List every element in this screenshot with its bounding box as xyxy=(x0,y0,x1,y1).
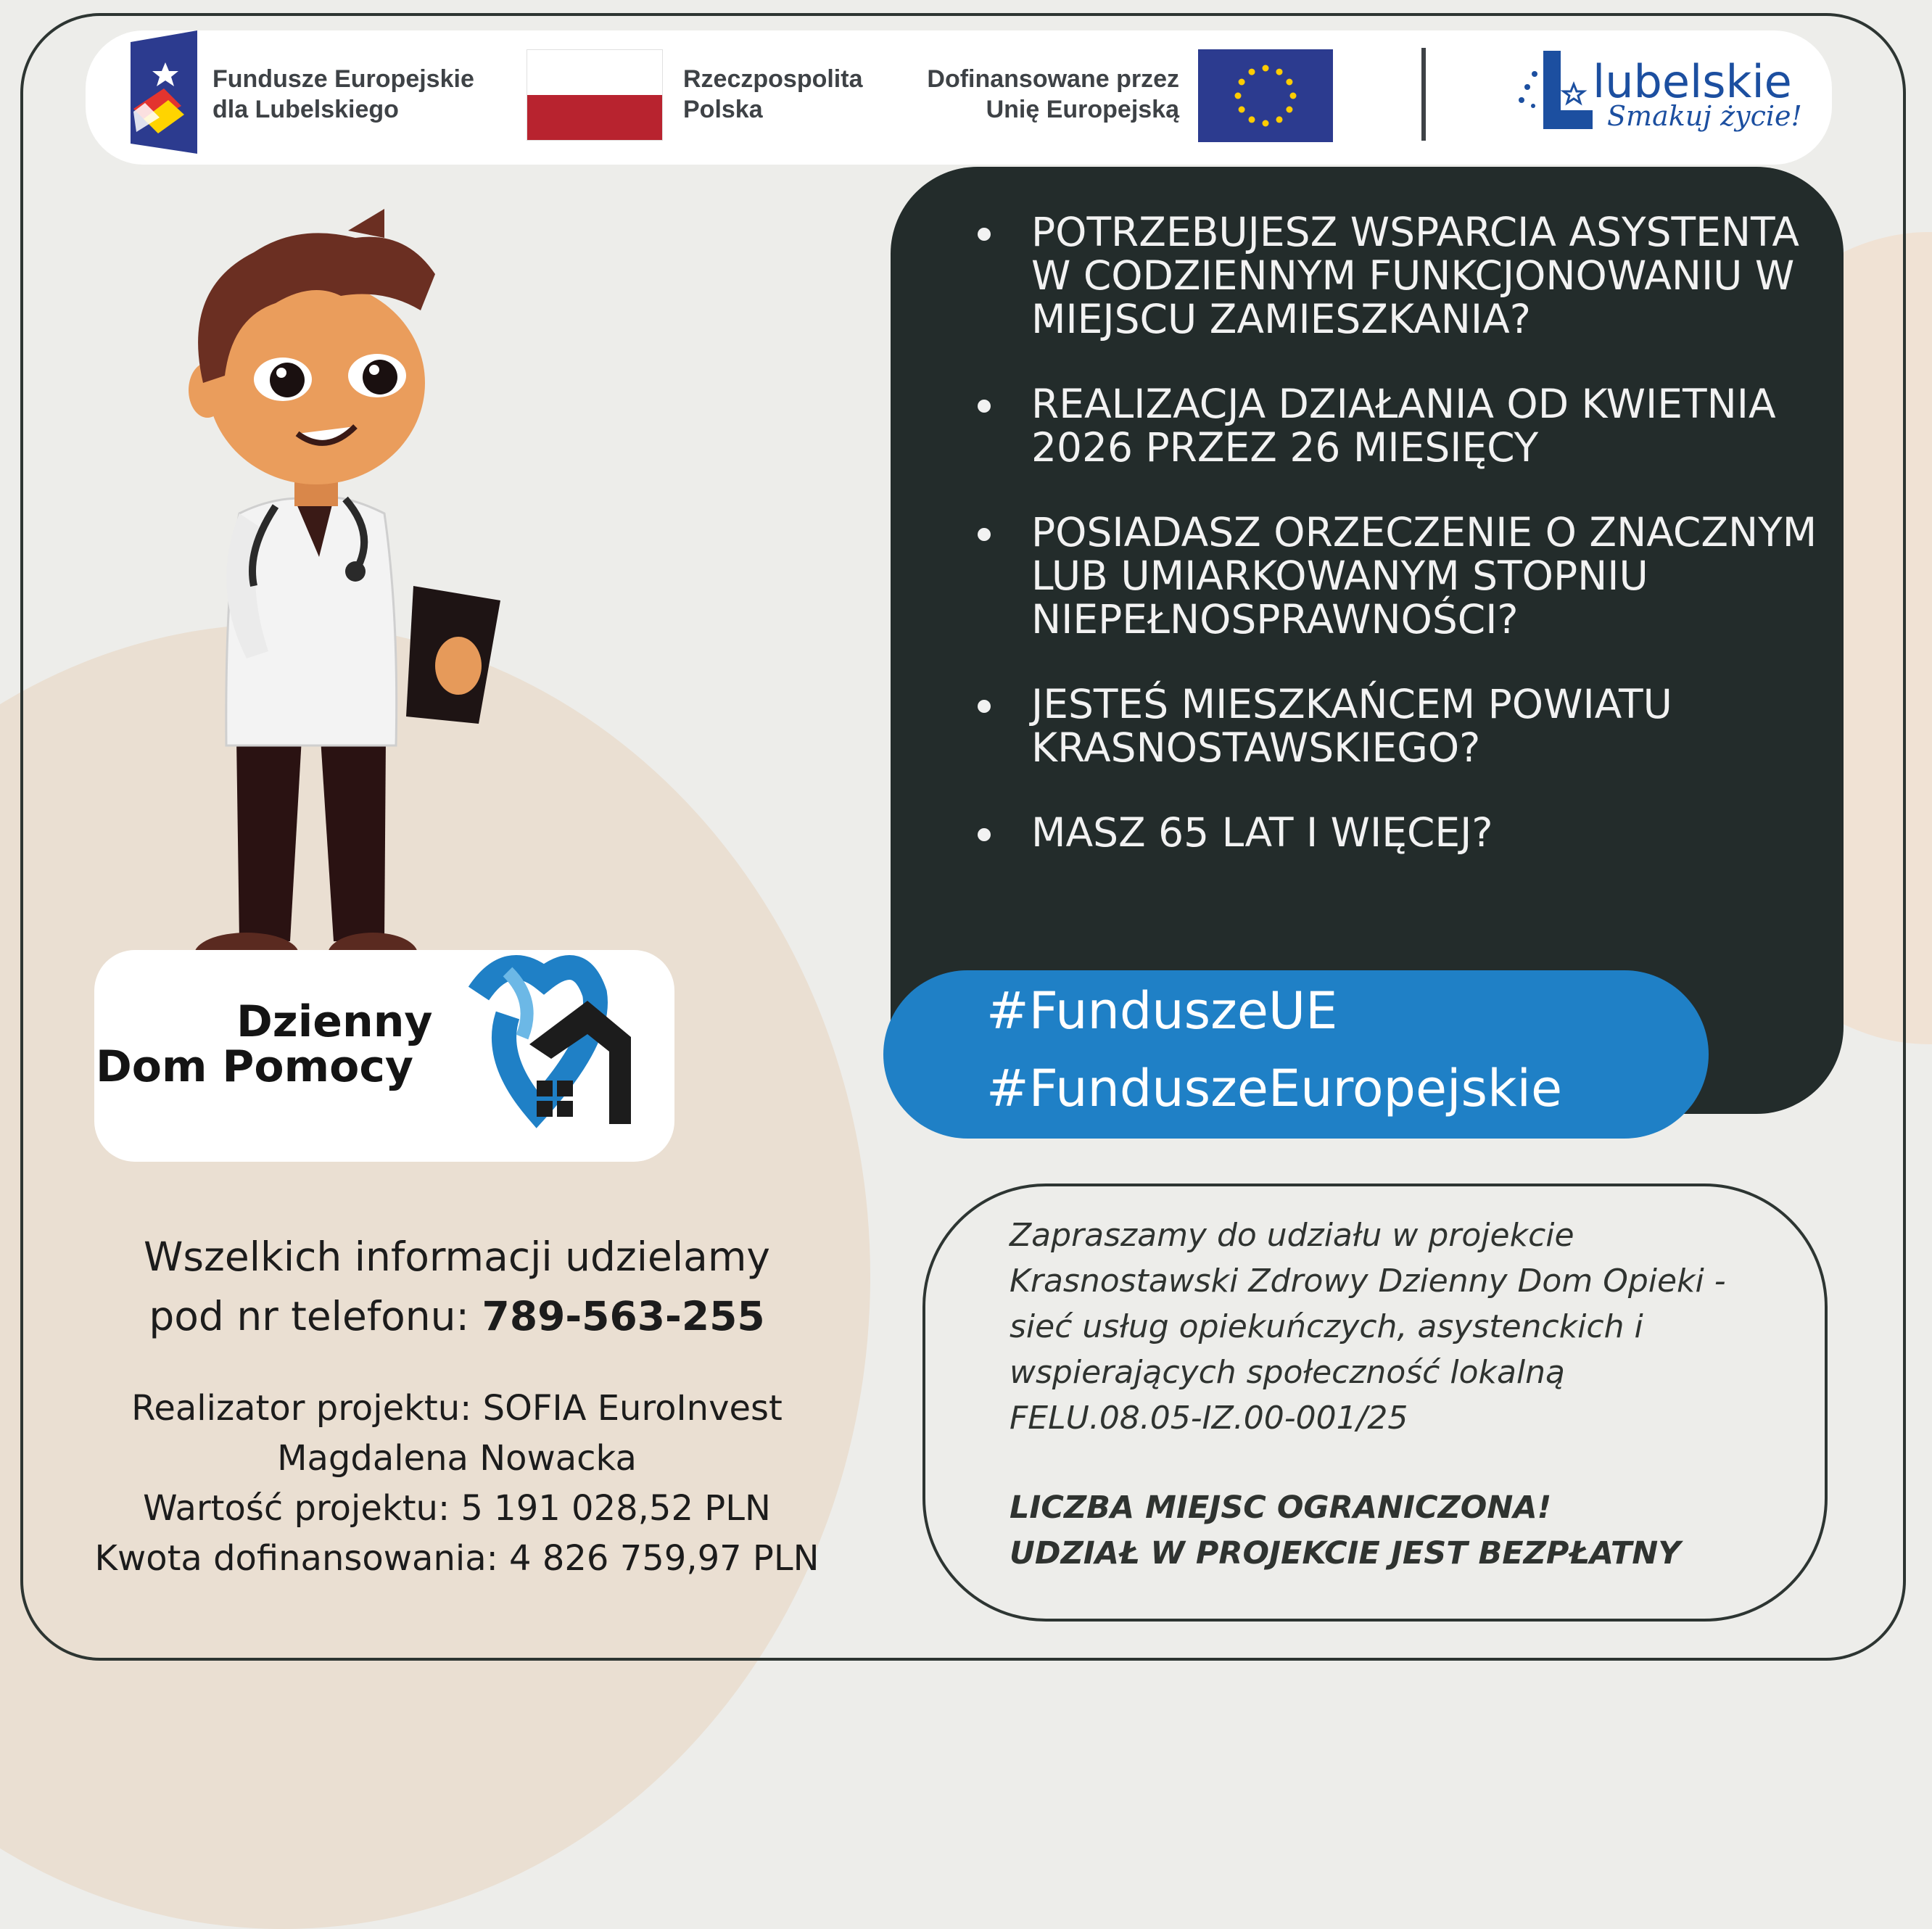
project-realizator: Realizator projektu: SOFIA EuroInvest xyxy=(131,1388,783,1429)
eligibility-list xyxy=(978,210,1826,896)
eligibility-item: MASZ 65 LAT I WIĘCEJ? xyxy=(978,811,1826,854)
doctor-illustration xyxy=(167,209,515,992)
lubelskie-name: lubelskie xyxy=(1593,55,1792,108)
polish-flag-icon xyxy=(527,49,663,141)
eu-star-icon xyxy=(1235,93,1242,99)
dofinansowane-text: Dofinansowane przez Unię Europejską xyxy=(927,65,1179,123)
eu-star-icon xyxy=(1276,69,1283,75)
logo-divider xyxy=(1421,48,1426,141)
contact-info xyxy=(58,1227,856,1346)
fundusze-europejskie-logo-icon xyxy=(131,30,197,154)
project-funding: Kwota dofinansowania: 4 826 759,97 PLN xyxy=(94,1538,820,1579)
lubelskie-logo-icon xyxy=(1514,48,1594,135)
eu-star-icon xyxy=(1276,116,1283,123)
heart-house-icon xyxy=(450,950,638,1146)
eu-star-icon xyxy=(1239,107,1245,113)
eu-star-icon xyxy=(1286,79,1292,86)
hashtag-fundusze-europejskie: #FunduszeEuropejskie xyxy=(986,1059,1563,1118)
eu-star-icon xyxy=(1249,69,1255,75)
contact-line2-prefix: pod nr telefonu: xyxy=(149,1293,482,1339)
lubelskie-tagline: Smakuj życie! xyxy=(1607,100,1802,132)
fundusze-europejskie-text: Fundusze Europejskie dla Lubelskiego xyxy=(212,65,474,123)
eligibility-item: POSIADASZ ORZECZENIE O ZNACZNYM LUB UMIARKOWANYM STOPNIU NIEPEŁNOSPRAWNOŚCI? xyxy=(978,511,1826,641)
project-info xyxy=(58,1384,856,1584)
eligibility-item: JESTEŚ MIESZKAŃCEM POWIATU KRASNOSTAWSKIEGO? xyxy=(978,682,1826,769)
limited-places-notice: LICZBA MIEJSC OGRANICZONA! UDZIAŁ W PROJEKCIE JEST BEZPŁATNY xyxy=(1010,1490,1681,1571)
eu-star-icon xyxy=(1290,93,1297,99)
eu-star-icon xyxy=(1263,65,1269,72)
ddp-logo-line1: Dzienny xyxy=(236,996,433,1047)
hashtag-fundusze-ue: #FunduszeUE xyxy=(986,981,1338,1041)
project-realizator-name: Magdalena Nowacka xyxy=(277,1438,637,1479)
eu-star-icon xyxy=(1286,107,1292,113)
eu-star-icon xyxy=(1249,116,1255,123)
invitation-text: Zapraszamy do udziału w projekcie Krasnostawski Zdrowy Dzienny Dom Opieki - sieć usług opiekuńczych, asystenckich i wspierających społeczność lokalną FELU.08.05-IZ.00-001/25 xyxy=(1010,1217,1726,1437)
ddp-logo-line2: Dom Pomocy xyxy=(96,1041,414,1092)
project-value: Wartość projektu: 5 191 028,52 PLN xyxy=(143,1488,771,1529)
eligibility-item: POTRZEBUJESZ WSPARCIA ASYSTENTA W CODZIENNYM FUNKCJONOWANIU W MIEJSCU ZAMIESZKANIA? xyxy=(978,210,1826,341)
eu-star-icon xyxy=(1263,120,1269,127)
eu-flag-icon xyxy=(1198,49,1333,142)
eu-star-icon xyxy=(1239,79,1245,86)
contact-line1: Wszelkich informacji udzielamy xyxy=(144,1234,770,1280)
eligibility-item: REALIZACJA DZIAŁANIA OD KWIETNIA 2026 PRZEZ 26 MIESIĘCY xyxy=(978,382,1826,469)
rzeczpospolita-polska-text: Rzeczpospolita Polska xyxy=(683,65,863,123)
phone-number[interactable]: 789-563-255 xyxy=(482,1293,765,1339)
